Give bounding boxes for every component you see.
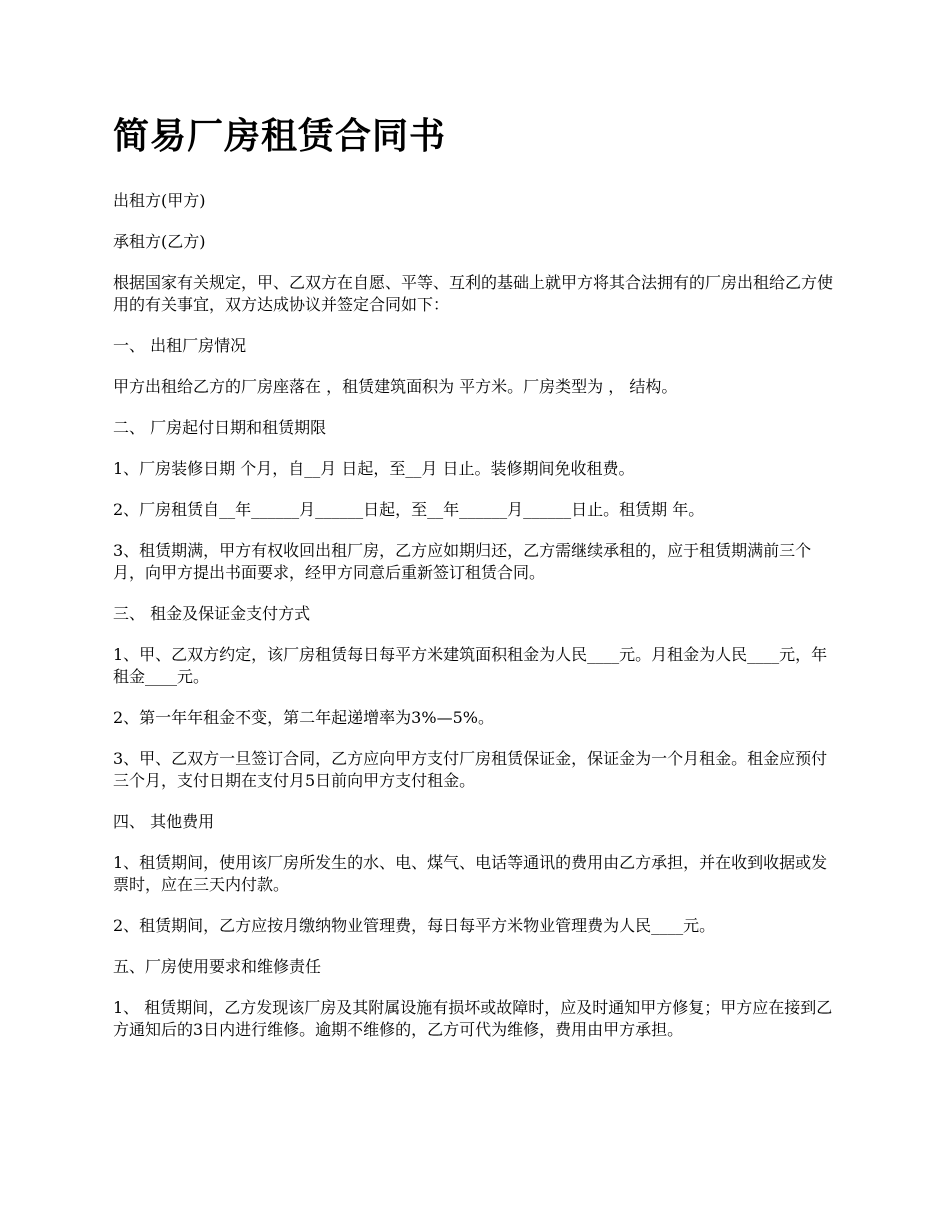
party-lessor: 出租方(甲方) bbox=[113, 191, 206, 210]
section-4-item-1: 1、租赁期间，使用该厂房所发生的水、电、煤气、电话等通讯的费用由乙方承担，并在收到收据或发票时，应在三天内付款。 bbox=[113, 853, 828, 894]
section-heading-4: 四、 其他费用 bbox=[113, 812, 215, 831]
section-heading-3: 三、 租金及保证金支付方式 bbox=[113, 604, 311, 623]
section-2-item-2: 2、厂房租赁自__年______月______日起，至__年______月______日止。租赁期 年。 bbox=[113, 500, 705, 519]
section-heading-5: 五、厂房使用要求和维修责任 bbox=[113, 957, 322, 976]
section-5-item-1: 1、 租赁期间，乙方发现该厂房及其附属设施有损坏或故障时，应及时通知甲方修复；甲方应在接到乙方通知后的3日内进行维修。逾期不维修的，乙方可代为维修，费用由甲方承担。 bbox=[113, 998, 833, 1039]
section-3-item-3: 3、甲、乙双方一旦签订合同，乙方应向甲方支付厂房租赁保证金，保证金为一个月租金。租金应预付三个月，支付日期在支付月5日前向甲方支付租金。 bbox=[113, 749, 828, 790]
document-body bbox=[113, 112, 839, 1060]
section-4-item-2: 2、租赁期间，乙方应按月缴纳物业管理费，每日每平方米物业管理费为人民____元。 bbox=[113, 916, 716, 935]
section-heading-2: 二、 厂房起付日期和租赁期限 bbox=[113, 418, 327, 437]
section-3-item-1: 1、甲、乙双方约定，该厂房租赁每日每平方米建筑面积租金为人民____元。月租金为人民____元，年租金____元。 bbox=[113, 645, 828, 686]
section-1-paragraph: 甲方出租给乙方的厂房座落在 ，租赁建筑面积为 平方米。厂房类型为 ， 结构。 bbox=[113, 377, 678, 396]
section-2-item-3: 3、租赁期满，甲方有权收回出租厂房，乙方应如期归还，乙方需继续承租的，应于租赁期满前三个月，向甲方提出书面要求，经甲方同意后重新签订租赁合同。 bbox=[113, 541, 812, 582]
section-heading-1: 一、 出租厂房情况 bbox=[113, 336, 247, 355]
preamble-paragraph: 根据国家有关规定，甲、乙双方在自愿、平等、互利的基础上就甲方将其合法拥有的厂房出租给乙方使用的有关事宜，双方达成协议并签定合同如下： bbox=[113, 273, 834, 314]
section-3-item-2: 2、第一年年租金不变，第二年起递增率为3%—5%。 bbox=[113, 708, 494, 727]
party-lessee: 承租方(乙方) bbox=[113, 232, 206, 251]
section-2-item-1: 1、厂房装修日期 个月，自__月 日起，至__月 日止。装修期间免收租费。 bbox=[113, 459, 635, 478]
document-title: 简易厂房租赁合同书 bbox=[113, 115, 447, 157]
